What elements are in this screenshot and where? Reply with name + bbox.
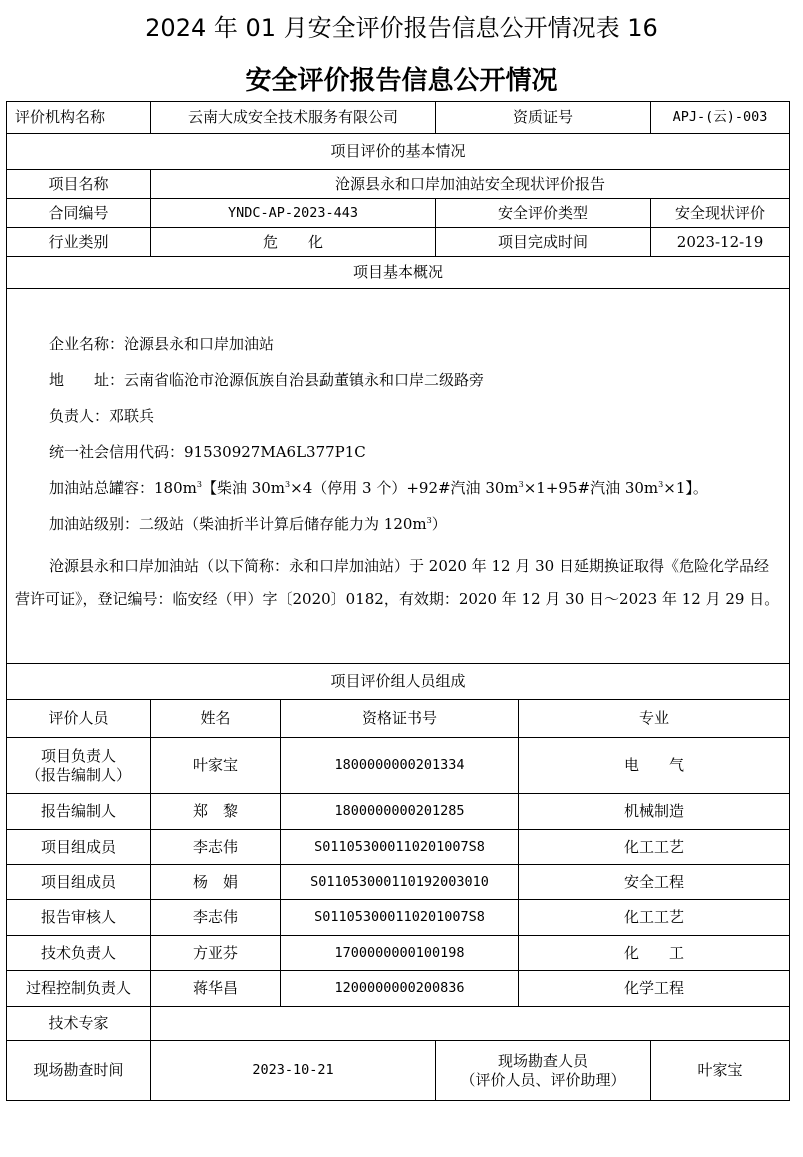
member-major: 机械制造 [519,794,790,830]
col-header-major: 专业 [519,700,790,738]
tech-expert-label: 技术专家 [7,1007,151,1041]
overview-body [7,289,790,664]
project-name-label: 项目名称 [7,170,151,199]
org-row [7,102,790,134]
table-row [7,936,790,971]
member-cert: 1700000000100198 [281,936,519,971]
team-header-row [7,700,790,738]
superscript: 3 [285,480,291,489]
capacity-part: ×4（停用 3 个）+92#汽油 30m [290,479,519,497]
document-title: 2024 年 01 月安全评价报告信息公开情况表 16 [145,14,658,42]
table-row [7,738,790,794]
member-name: 叶家宝 [151,738,281,794]
member-cert: S011053000110192003010 [281,865,519,900]
col-header-name: 姓名 [151,700,281,738]
level-part: 加油站级别：二级站（柴油折半计算后储存能力为 120m [49,515,427,533]
member-major: 电 气 [519,738,790,794]
contract-no-value: YNDC-AP-2023-443 [151,199,436,228]
section-basic-title: 项目评价的基本情况 [7,134,790,170]
info-table [6,101,789,1101]
member-name: 蒋华昌 [151,971,281,1007]
member-name: 李志伟 [151,830,281,865]
section-team-title: 项目评价组人员组成 [7,664,790,700]
cert-no-label: 资质证号 [436,102,651,134]
address-value: 云南省临沧市沧源佤族自治县勐董镇永和口岸二级路旁 [124,371,485,389]
station-level-line [15,514,783,534]
capacity-part: 【柴油 30m [201,479,286,497]
complete-time-value: 2023-12-19 [651,228,790,257]
credit-code-line: 统一社会信用代码：91530927MA6L377P1C [49,443,366,461]
industry-label: 行业类别 [7,228,151,257]
superscript: 3 [658,480,664,489]
member-major: 化工工艺 [519,830,790,865]
col-header-role: 评价人员 [7,700,151,738]
capacity-part: ×1+95#汽油 30m [523,479,659,497]
address-label: 地 址： [49,371,125,389]
table-row [7,865,790,900]
document-subtitle: 安全评价报告信息公开情况 [245,66,558,96]
contract-no-label: 合同编号 [7,199,151,228]
org-name-label: 评价机构名称 [7,102,151,134]
member-role: 技术负责人 [7,936,151,971]
address-line [15,370,783,390]
member-cert: S011053000110201007S8 [281,830,519,865]
complete-time-label: 项目完成时间 [436,228,651,257]
role-line-2: （报告编制人） [25,765,131,784]
member-name: 李志伟 [151,900,281,936]
capacity-line [15,478,783,498]
member-major: 安全工程 [519,865,790,900]
member-role: 项目组成员 [7,865,151,900]
capacity-part: ×1】。 [663,479,708,497]
member-cert: 1800000000201285 [281,794,519,830]
survey-time-label: 现场勘查时间 [7,1041,151,1101]
survey-row [7,1041,790,1101]
cert-no-value: APJ-(云)-003 [651,102,790,134]
eval-type-value: 安全现状评价 [651,199,790,228]
table-row [7,830,790,865]
level-part: ） [431,515,447,533]
member-major: 化工工艺 [519,900,790,936]
staff-label-line-2: （评价人员、评价助理） [460,1070,626,1089]
eval-type-label: 安全评价类型 [436,199,651,228]
table-row [7,971,790,1007]
member-role [7,738,151,794]
member-cert: 1200000000200836 [281,971,519,1007]
superscript: 3 [518,480,524,489]
industry-value: 危 化 [151,228,436,257]
role-line-1: 项目负责人 [40,746,116,765]
col-header-cert: 资格证书号 [281,700,519,738]
manager-line: 负责人：邓联兵 [49,407,155,425]
member-role: 报告审核人 [7,900,151,936]
survey-staff-label [436,1041,651,1101]
member-major: 化 工 [519,936,790,971]
member-cert: 1800000000201334 [281,738,519,794]
member-major: 化学工程 [519,971,790,1007]
superscript: 3 [196,480,202,489]
superscript: 3 [426,516,432,525]
project-name-value: 沧源县永和口岸加油站安全现状评价报告 [151,170,790,199]
member-role: 报告编制人 [7,794,151,830]
section-overview-title: 项目基本概况 [7,257,790,289]
staff-label-line-1: 现场勘查人员 [498,1051,589,1070]
org-name-value: 云南大成安全技术服务有限公司 [151,102,436,134]
license-paragraph: 沧源县永和口岸加油站（以下简称：永和口岸加油站）于 2020 年 12 月 30 日延期换证取得《危险化学品经营许可证》，登记编号：临安经（甲）字〔2020〕0182，有效期：2020 年 12 月 30 日～2023 年 12 月 29 日。 [15,557,780,608]
member-role: 项目组成员 [7,830,151,865]
member-name: 方亚芬 [151,936,281,971]
survey-staff-value: 叶家宝 [651,1041,790,1101]
member-name: 郑 黎 [151,794,281,830]
tech-expert-value [151,1007,790,1041]
capacity-part: 加油站总罐容：180m [49,479,197,497]
member-cert: S011053000110201007S8 [281,900,519,936]
table-row [7,794,790,830]
member-role: 过程控制负责人 [7,971,151,1007]
table-row [7,900,790,936]
survey-time-value: 2023-10-21 [151,1041,436,1101]
company-name: 企业名称：沧源县永和口岸加油站 [49,335,275,353]
member-name: 杨 娟 [151,865,281,900]
